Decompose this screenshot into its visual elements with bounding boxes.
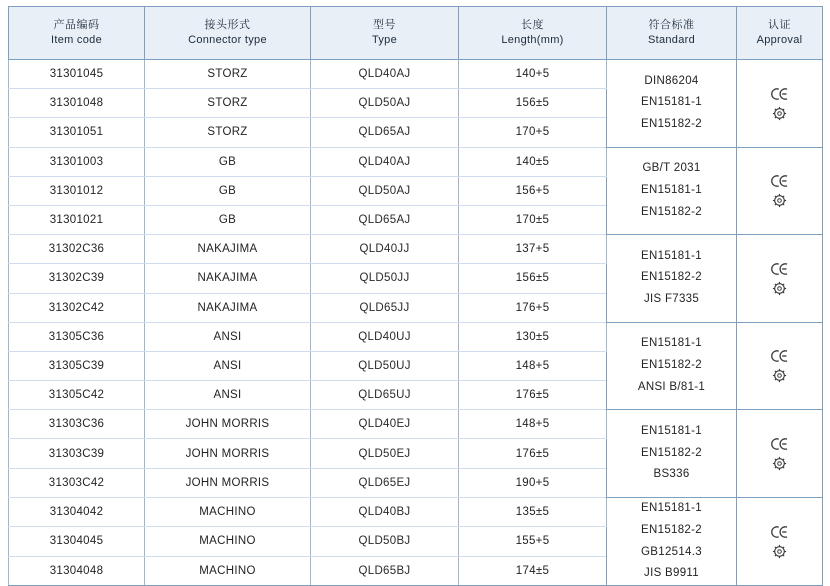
table-row: [9, 322, 823, 351]
cell-item-code: 31302C36: [9, 235, 145, 264]
cell-approval: [737, 235, 823, 323]
column-header-length-cn: 长度: [521, 19, 544, 32]
cell-connector-type: MACHINO: [145, 527, 311, 556]
column-header-connector-type-cn: 接头形式: [204, 19, 251, 32]
standard-line: BS336: [653, 468, 690, 481]
column-header-item-code-en: Item code: [50, 34, 102, 46]
cell-connector-type: ANSI: [145, 381, 311, 410]
table-row: [9, 410, 823, 439]
approval-marks: [740, 348, 819, 383]
cell-connector-type: MACHINO: [145, 497, 311, 526]
cell-item-code: 31302C42: [9, 293, 145, 322]
cell-length: 156±5: [459, 89, 607, 118]
cell-type: QLD40UJ: [311, 322, 459, 351]
cell-approval: [737, 497, 823, 585]
cell-connector-type: ANSI: [145, 322, 311, 351]
cell-item-code: 31302C39: [9, 264, 145, 293]
standard-line: EN15182-2: [641, 446, 702, 459]
standard-line: EN15181-1: [641, 249, 702, 262]
cell-length: 140+5: [459, 60, 607, 89]
cell-standard: [607, 147, 737, 235]
cell-connector-type: STORZ: [145, 89, 311, 118]
column-header-type-cn: 型号: [373, 19, 396, 32]
cell-item-code: 31303C42: [9, 468, 145, 497]
cell-type: QLD65JJ: [311, 293, 459, 322]
cell-connector-type: JOHN MORRIS: [145, 439, 311, 468]
cell-type: QLD40AJ: [311, 147, 459, 176]
cell-type: QLD50UJ: [311, 351, 459, 380]
cell-item-code: 31305C36: [9, 322, 145, 351]
cell-item-code: 31304045: [9, 527, 145, 556]
cell-connector-type: GB: [145, 147, 311, 176]
cell-type: QLD50AJ: [311, 89, 459, 118]
cell-length: 176±5: [459, 439, 607, 468]
column-header-item-code: [9, 7, 145, 60]
column-header-standard: [607, 7, 737, 60]
cell-approval: [737, 60, 823, 148]
cell-length: 190+5: [459, 468, 607, 497]
cell-length: 137+5: [459, 235, 607, 264]
cell-length: 174±5: [459, 556, 607, 585]
cell-connector-type: STORZ: [145, 118, 311, 147]
cell-connector-type: STORZ: [145, 60, 311, 89]
cell-item-code: 31304048: [9, 556, 145, 585]
column-header-item-code-cn: 产品编码: [53, 19, 100, 32]
cell-item-code: 31303C36: [9, 410, 145, 439]
cell-type: QLD50EJ: [311, 439, 459, 468]
cell-length: 156+5: [459, 176, 607, 205]
ce-mark-icon: [770, 348, 790, 364]
cell-connector-type: MACHINO: [145, 556, 311, 585]
cell-item-code: 31301048: [9, 89, 145, 118]
approval-marks: [740, 86, 819, 121]
column-header-standard-en: Standard: [647, 34, 696, 46]
standard-line: EN15182-2: [641, 271, 702, 284]
ce-mark-icon: [770, 173, 790, 189]
column-header-connector-type: [145, 7, 311, 60]
standard-line: EN15182-2: [641, 523, 702, 536]
gear-certification-icon: [772, 368, 787, 383]
cell-item-code: 31305C42: [9, 381, 145, 410]
table-row: [9, 497, 823, 526]
gear-certification-icon: [772, 281, 787, 296]
table-row: [9, 147, 823, 176]
cell-type: QLD65UJ: [311, 381, 459, 410]
standard-line: JIS B9911: [644, 567, 699, 580]
cell-approval: [737, 322, 823, 410]
approval-marks: [740, 436, 819, 471]
ce-mark-icon: [770, 86, 790, 102]
table-header: [9, 7, 823, 60]
cell-item-code: 31305C39: [9, 351, 145, 380]
table-row: [9, 235, 823, 264]
cell-connector-type: NAKAJIMA: [145, 264, 311, 293]
cell-type: QLD40BJ: [311, 497, 459, 526]
cell-connector-type: JOHN MORRIS: [145, 468, 311, 497]
cell-item-code: 31304042: [9, 497, 145, 526]
cell-type: QLD65EJ: [311, 468, 459, 497]
gear-certification-icon: [772, 456, 787, 471]
cell-standard: [607, 235, 737, 323]
gear-certification-icon: [772, 193, 787, 208]
standard-line: JIS F7335: [643, 293, 700, 306]
standard-line: ANSI B/81-1: [637, 380, 706, 393]
ce-mark-icon: [770, 524, 790, 540]
standard-line: EN15181-1: [641, 501, 702, 514]
cell-type: QLD40EJ: [311, 410, 459, 439]
ce-mark-icon: [770, 261, 790, 277]
cell-length: 170+5: [459, 118, 607, 147]
cell-length: 176±5: [459, 381, 607, 410]
cell-connector-type: GB: [145, 176, 311, 205]
standard-line: EN15181-1: [641, 96, 702, 109]
cell-type: QLD50JJ: [311, 264, 459, 293]
approval-marks: [740, 261, 819, 296]
cell-standard: [607, 60, 737, 148]
cell-connector-type: NAKAJIMA: [145, 235, 311, 264]
column-header-standard-cn: 符合标准: [648, 19, 695, 32]
standard-line: EN15182-2: [641, 118, 702, 131]
cell-connector-type: JOHN MORRIS: [145, 410, 311, 439]
cell-length: 148+5: [459, 410, 607, 439]
cell-length: 155+5: [459, 527, 607, 556]
cell-standard: [607, 322, 737, 410]
cell-approval: [737, 147, 823, 235]
cell-standard: [607, 497, 737, 585]
column-header-type: [311, 7, 459, 60]
column-header-length-en: Length(mm): [501, 34, 564, 46]
approval-marks: [740, 173, 819, 208]
cell-type: QLD65BJ: [311, 556, 459, 585]
standard-line: EN15181-1: [641, 424, 702, 437]
cell-item-code: 31301021: [9, 205, 145, 234]
cell-item-code: 31301051: [9, 118, 145, 147]
cell-item-code: 31301045: [9, 60, 145, 89]
standard-line: GB12514.3: [641, 545, 702, 558]
cell-connector-type: NAKAJIMA: [145, 293, 311, 322]
cell-item-code: 31301012: [9, 176, 145, 205]
column-header-length: [459, 7, 607, 60]
standard-line: GB/T 2031: [642, 162, 701, 175]
column-header-approval-en: Approval: [756, 34, 803, 46]
approval-marks: [740, 524, 819, 559]
cell-connector-type: ANSI: [145, 351, 311, 380]
table-body: [9, 60, 823, 586]
cell-length: 148+5: [459, 351, 607, 380]
standard-line: EN15181-1: [641, 183, 702, 196]
product-spec-table: [8, 6, 823, 586]
standard-line: DIN86204: [644, 74, 699, 87]
standard-line: EN15182-2: [641, 205, 702, 218]
cell-length: 140±5: [459, 147, 607, 176]
cell-length: 156±5: [459, 264, 607, 293]
cell-connector-type: GB: [145, 205, 311, 234]
column-header-connector-type-en: Connector type: [188, 34, 267, 46]
cell-length: 170±5: [459, 205, 607, 234]
cell-type: QLD40JJ: [311, 235, 459, 264]
cell-approval: [737, 410, 823, 498]
table-header-row: [9, 7, 823, 60]
cell-standard: [607, 410, 737, 498]
table-row: [9, 60, 823, 89]
cell-type: QLD50BJ: [311, 527, 459, 556]
gear-certification-icon: [772, 544, 787, 559]
cell-type: QLD65AJ: [311, 205, 459, 234]
column-header-approval: [737, 7, 823, 60]
cell-length: 130±5: [459, 322, 607, 351]
cell-item-code: 31303C39: [9, 439, 145, 468]
cell-item-code: 31301003: [9, 147, 145, 176]
cell-type: QLD65AJ: [311, 118, 459, 147]
cell-type: QLD50AJ: [311, 176, 459, 205]
column-header-approval-cn: 认证: [768, 19, 791, 32]
ce-mark-icon: [770, 436, 790, 452]
column-header-type-en: Type: [371, 34, 398, 46]
cell-length: 135±5: [459, 497, 607, 526]
gear-certification-icon: [772, 106, 787, 121]
standard-line: EN15182-2: [641, 359, 702, 372]
cell-type: QLD40AJ: [311, 60, 459, 89]
standard-line: EN15181-1: [641, 337, 702, 350]
cell-length: 176+5: [459, 293, 607, 322]
